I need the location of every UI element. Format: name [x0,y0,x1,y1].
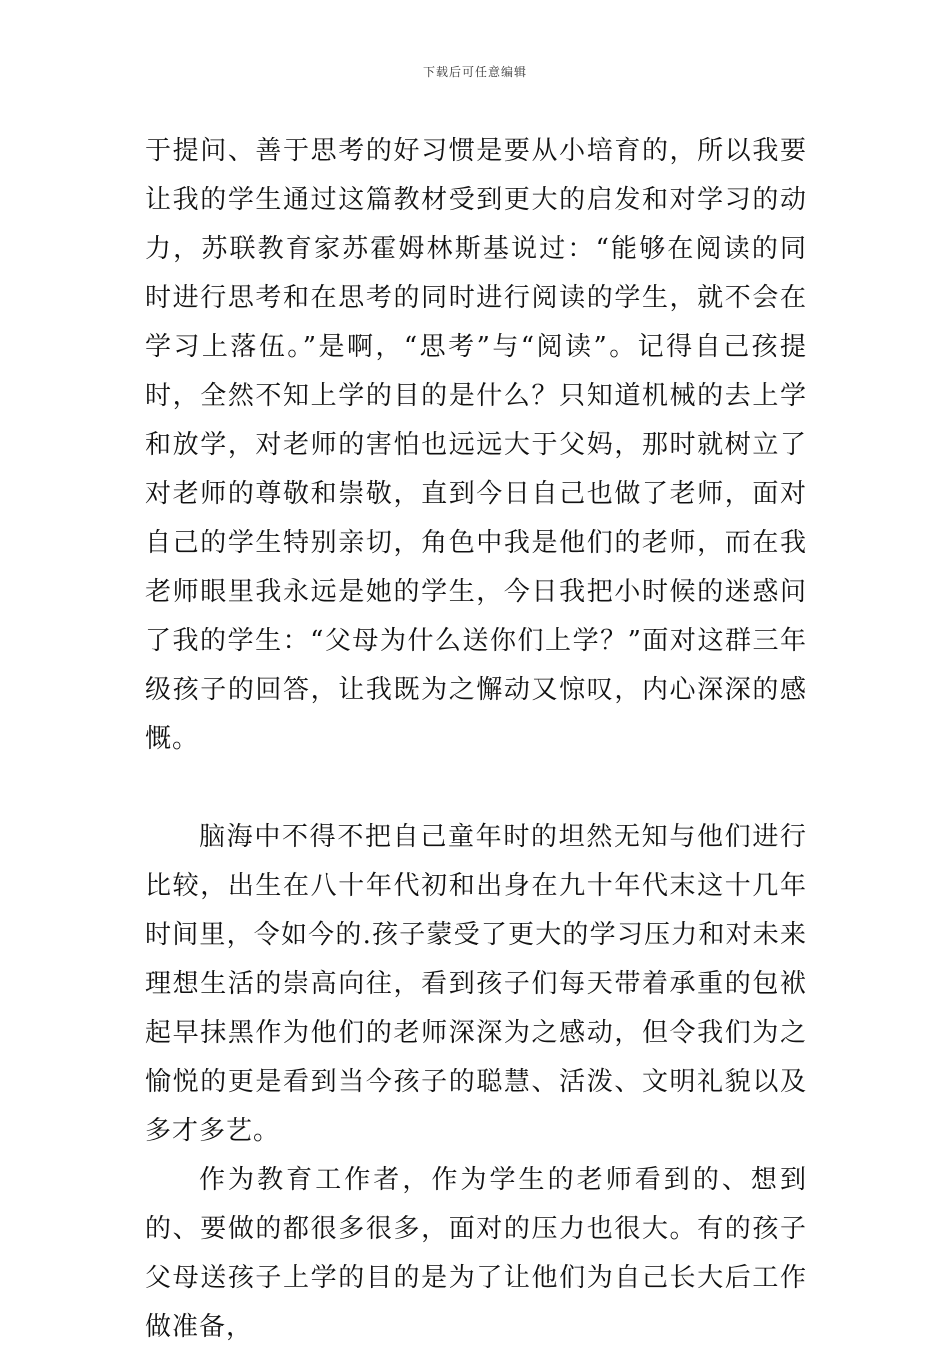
document-body [145,127,807,1352]
paragraph-2: 脑海中不得不把自己童年时的坦然无知与他们进行比较，出生在八十年代初和出身在九十年代末这十几年时间里，令如今的.孩子蒙受了更大的学习压力和对未来理想生活的崇高向往，看到孩子们每天带着承重的包袱起早抹黑作为他们的老师深深为之感动，但令我们为之愉悦的更是看到当今孩子的聪慧、活泼、文明礼貌以及多才多艺。 [145,822,807,1146]
paragraph-3: 作为教育工作者，作为学生的老师看到的、想到的、要做的都很多很多，面对的压力也很大。有的孩子父母送孩子上学的目的是为了让他们为自己长大后工作做准备， [145,1165,807,1342]
paragraph-gap [145,764,807,813]
paragraph-1: 于提问、善于思考的好习惯是要从小培育的，所以我要让我的学生通过这篇教材受到更大的启发和对学习的动力，苏联教育家苏霍姆林斯基说过：“能够在阅读的同时进行思考和在思考的同时进行阅读的学生，就不会在学习上落伍。”是啊，“思考”与“阅读”。记得自己孩提时，全然不知上学的目的是什么？只知道机械的去上学和放学，对老师的害怕也远远大于父妈，那时就树立了对老师的尊敬和崇敬，直到今日自己也做了老师，面对自己的学生特别亲切，角色中我是他们的老师，而在我老师眼里我永远是她的学生，今日我把小时候的迷惑问了我的学生：“父母为什么送你们上学？”面对这群三年级孩子的回答，让我既为之懈动又惊叹，内心深深的感慨。 [145,136,807,754]
page-header: 下载后可任意编辑 [422,65,527,79]
